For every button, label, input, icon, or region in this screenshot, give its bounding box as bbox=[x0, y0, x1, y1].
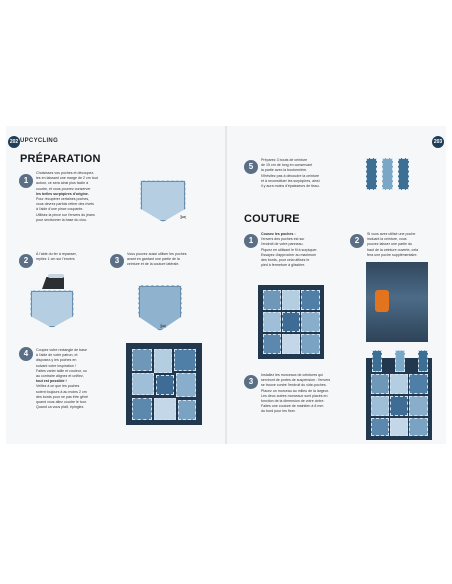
board-pocket bbox=[154, 398, 176, 420]
board-pocket bbox=[301, 312, 320, 332]
step-5-text: Préparez 3 bouts de ceinture de 15 cm de long en conservant la partie avec la boutonnière. N'hésitez pas à découdre la ceinture et à reconstituer les surpiqûres, ainsi il y aura moins d'épaisseurs de tissu. bbox=[261, 158, 320, 189]
board-pocket bbox=[263, 290, 281, 310]
board-pocket bbox=[409, 418, 428, 436]
waistband-strip bbox=[366, 158, 377, 190]
board-pocket bbox=[301, 290, 320, 310]
board-pocket bbox=[371, 374, 389, 394]
couture-step-3-badge: 3 bbox=[244, 375, 258, 389]
pocket-panel-board bbox=[126, 343, 202, 425]
board-pocket bbox=[390, 396, 408, 416]
board-pocket bbox=[409, 396, 428, 416]
board-pocket bbox=[390, 374, 408, 394]
board-pocket bbox=[390, 418, 408, 436]
board-pocket bbox=[132, 398, 152, 420]
step-1-text: Choisissez vos poches et découpez- les en laissant une marge de 2 cm tout autour, ce sera ainsi plus facile à coudre, et vous pourrez conserver les belles surpiqûres d'origine. Pour récupérer certaines poches, vous devrez parfois retirer des rivets à l'aide d'une pince coupante. Utilisez la pince sur l'envers du jeans pour sectionner la base du clou. bbox=[36, 171, 98, 222]
board-pocket bbox=[263, 334, 281, 354]
waistband-strip bbox=[398, 158, 409, 190]
hanger-board bbox=[366, 358, 432, 440]
preparation-title: PRÉPARATION bbox=[20, 153, 101, 165]
couture-step-2-text: Si vous avez utilisé une poche incluant la ceinture, vous pouvez laisser une partie du haut de la ceinture ouverte, cela fera une poche supplémentaire. bbox=[367, 232, 419, 257]
couture-step-1-text: Cousez les poches : l'envers des poches est sur l'endroit de votre panneau. Piquez en utilisant le fil à surpiquer. Essayez d'approcher au maximum des bords, pour cela utilisez le pied à fermeture à glissière. bbox=[261, 232, 318, 268]
scissors-icon: ✂ bbox=[160, 322, 167, 331]
couture-step-2-badge: 2 bbox=[350, 234, 364, 248]
couture-step-1-badge: 1 bbox=[244, 234, 258, 248]
waistband-strip bbox=[382, 158, 393, 190]
book-gutter bbox=[225, 126, 227, 444]
step-4-badge: 4 bbox=[19, 347, 33, 361]
hanger-strip bbox=[395, 350, 405, 372]
section-label: UPCYCLING bbox=[20, 138, 59, 144]
board-pocket bbox=[263, 312, 281, 332]
hanger-strip bbox=[418, 350, 428, 372]
iron-handle-icon bbox=[48, 274, 64, 278]
board-pocket bbox=[409, 374, 428, 394]
step-2-badge: 2 bbox=[19, 254, 33, 268]
step-1-badge: 1 bbox=[19, 174, 33, 188]
board-pocket bbox=[156, 375, 174, 395]
board-pocket bbox=[282, 290, 300, 310]
board-pocket bbox=[282, 334, 300, 354]
couture-title: COUTURE bbox=[244, 213, 300, 225]
right-page-number: 203 bbox=[432, 136, 444, 148]
left-page-number: 202 bbox=[8, 136, 20, 148]
scissors-icon: ✂ bbox=[180, 213, 187, 222]
orange-scissors-handle bbox=[375, 290, 389, 312]
step-3-text: Vous pouvez aussi utiliser les poches avant en gardant une partie de la ceinture et de la couture latérale. bbox=[127, 252, 187, 267]
board-pocket bbox=[176, 373, 196, 397]
board-pocket bbox=[178, 400, 196, 420]
board-pocket bbox=[132, 373, 154, 395]
board-pocket bbox=[154, 349, 172, 373]
board-pocket bbox=[301, 334, 320, 354]
board-pocket bbox=[132, 349, 152, 371]
hanger-strip bbox=[372, 350, 382, 372]
step-3-badge: 3 bbox=[110, 254, 124, 268]
board-pocket bbox=[282, 312, 300, 332]
step-2-text: À l'aide du fer à repasser, repliez 1 cm sur l'envers bbox=[36, 252, 77, 262]
couture-step-3-text: Installez les morceaux de ceintures qui serviront de portes de suspension : l'envers se trouve contre l'endroit du vide-poches. Placez un morceau au milieu de la largeur. Les deux autres morceaux sont placés en fonction de la dimension de votre cintre. Faites une couture de maintien à 8 mm du bord pour les fixer. bbox=[261, 373, 331, 414]
board-pocket bbox=[174, 349, 196, 371]
step-4-text: Coupez votre rectangle de base à l'aide de votre patron, et disposez-y les poches en suivant votre inspiration ! Faites varier taille et couleur, ou au contraire alignez et unifiez, tout est possible ! Veillez à ce que les poches soient toujours à au moins 2 cm des bords pour ne pas être gêné quand vous allez coudre le tour. Quand ca vous plaît, épinglez. bbox=[36, 348, 88, 410]
board-pocket bbox=[371, 396, 389, 416]
step-5-badge: 5 bbox=[244, 160, 258, 174]
board-pocket bbox=[371, 418, 389, 436]
sewn-pocket-board bbox=[258, 285, 324, 359]
